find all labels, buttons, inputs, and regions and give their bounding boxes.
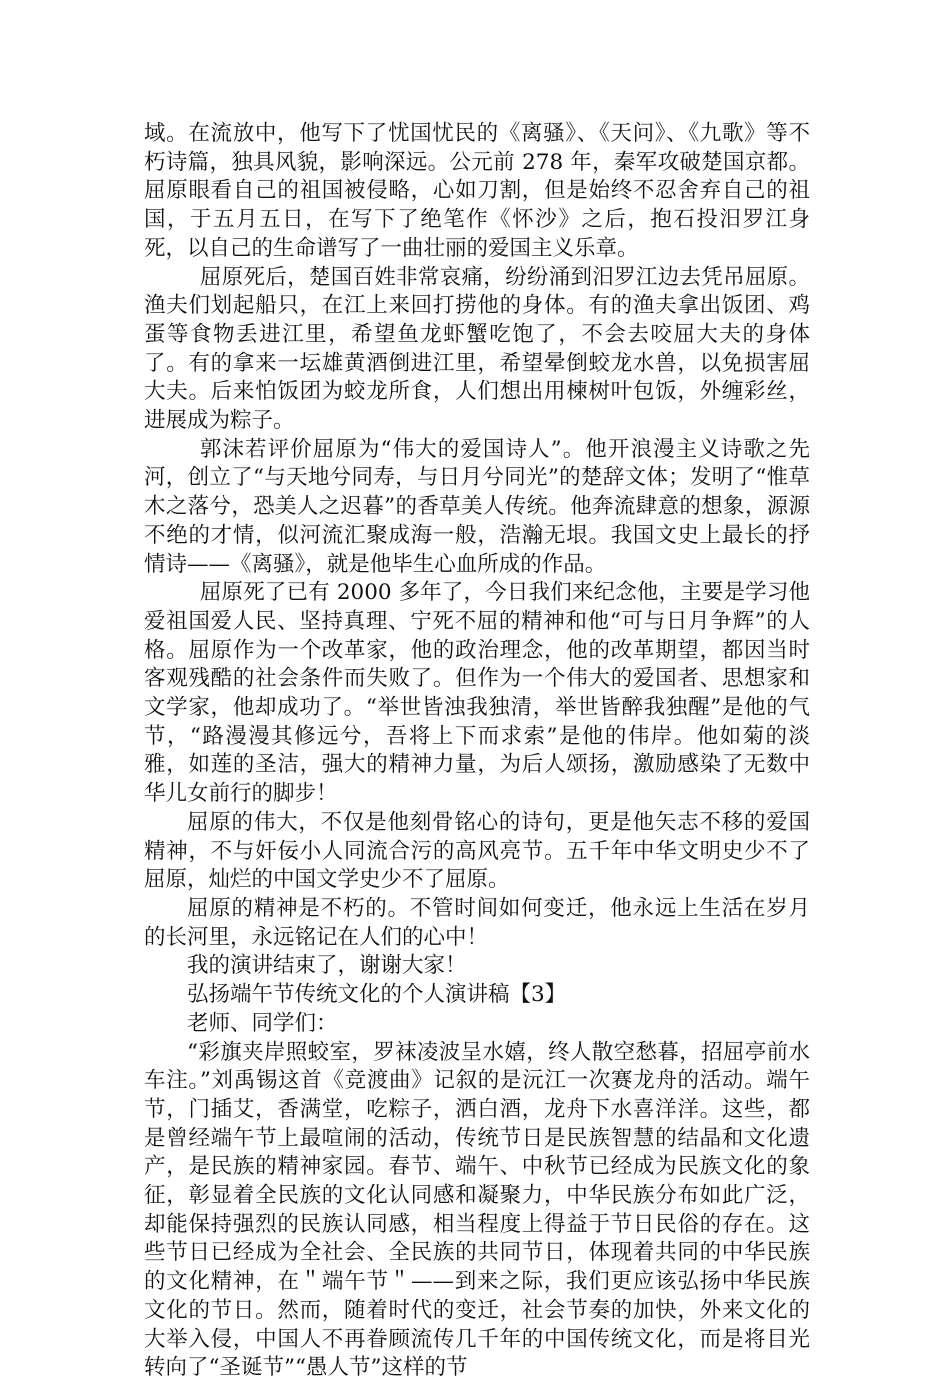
paragraph-greatness: 屈原的伟大，不仅是他刻骨铭心的诗句，更是他矢志不移的爱国精神，不与奸佞小人同流合污的高风亮节。五千年中华文明史少不了屈原，灿烂的中国文学史少不了屈原。 — [144, 809, 810, 893]
paragraph-mourning-zongzi: 屈原死后，楚国百姓非常哀痛，纷纷涌到汨罗江边去凭吊屈原。渔夫们划起船只，在江上来回打捞他的身体。有的渔夫拿出饭团、鸡蛋等食物丢进江里，希望鱼龙虾蟹吃饱了，不会去咬屈大夫的身体了。有的拿来一坛雄黄酒倒进江里，希望晕倒蛟龙水兽，以免损害屈大夫。后来怕饭团为蛟龙所食，人们想出用楝树叶包饭，外缠彩丝，进展成为粽子。 — [144, 264, 810, 434]
section-heading: 弘扬端午节传统文化的个人演讲稿【3】 — [187, 982, 567, 1008]
paragraph-closing: 我的演讲结束了，谢谢大家！ — [187, 953, 467, 979]
paragraph-guo-moruo: 郭沫若评价屈原为“伟大的爱国诗人”。他开浪漫主义诗歌之先河，创立了“与天地兮同寿，与日月兮同光”的楚辞文体；发明了“惟草木之落兮，恐美人之迟暮”的香草美人传统。他奔流肆意的想象，源源不绝的才情，似河流汇聚成海一般，浩瀚无垠。我国文史上最长的抒情诗——《离骚》，就是他毕生心血所成的作品。 — [144, 436, 810, 577]
paragraph-immortal-spirit: 屈原的精神是不朽的。不管时间如何变迁，他永远上生活在岁月的长河里，永远铭记在人们的心中！ — [144, 895, 810, 950]
paragraph-salutation: 老师、同学们： — [187, 1010, 338, 1036]
paragraph-commemoration: 屈原死了已有 2000 多年了，今日我们来纪念他，主要是学习他爱祖国爱人民、坚持真理、宁死不屈的精神和他“可与日月争辉”的人格。屈原作为一个改革家，他的政治理念，他的改革期望，都因当时客观残酷的社会条件而失败了。但作为一个伟大的爱国者、思想家和文学家，他却成功了。“举世皆浊我独清，举世皆醉我独醒”是他的气节，“路漫漫其修远兮，吾将上下而求索”是他的伟岸。他如菊的淡雅，如莲的圣洁，强大的精神力量，为后人颂扬，激励感染了无数中华儿女前行的脚步！ — [144, 580, 810, 807]
paragraph-dragon-boat: “彩旗夹岸照蛟室，罗袜凌波呈水嬉，终人散空愁暮，招屈亭前水车注。”刘禹锡这首《竞渡曲》记叙的是沅江一次赛龙舟的活动。端午节，门插艾，香满堂，吃粽子，洒白酒，龙舟下水喜洋洋。这些，都是曾经端午节上最喧闹的活动，传统节日是民族智慧的结晶和文化遗产，是民族的精神家园。春节、端午、中秋节已经成为民族文化的象征，彰显着全民族的文化认同感和凝聚力，中华民族分布如此广泛，却能保持强烈的民族认同感，相当程度上得益于节日民俗的存在。这些节日已经成为全社会、全民族的共同节日，体现着共同的中华民族的文化精神，在＂端午节＂——到来之际，我们更应该弘扬中华民族文化的节日。然而，随着时代的变迁，社会节奏的加快，外来文化的大举入侵，中国人不再眷顾流传几千年的中国传统文化，而是将目光转向了“圣诞节”“愚人节”这样的节 — [144, 1039, 810, 1381]
paragraph-exile-poems: 域。在流放中，他写下了忧国忧民的《离骚》、《天问》、《九歌》等不朽诗篇，独具风貌，影响深远。公元前 278 年，秦军攻破楚国京都。屈原眼看自己的祖国被侵略，心如刀割，但是始终不忍舍弃自己的祖国，于五月五日，在写下了绝笔作《怀沙》之后，抱石投汨罗江身死，以自己的生命谱写了一曲壮丽的爱国主义乐章。 — [144, 121, 810, 261]
speech-text-body — [144, 120, 810, 1383]
